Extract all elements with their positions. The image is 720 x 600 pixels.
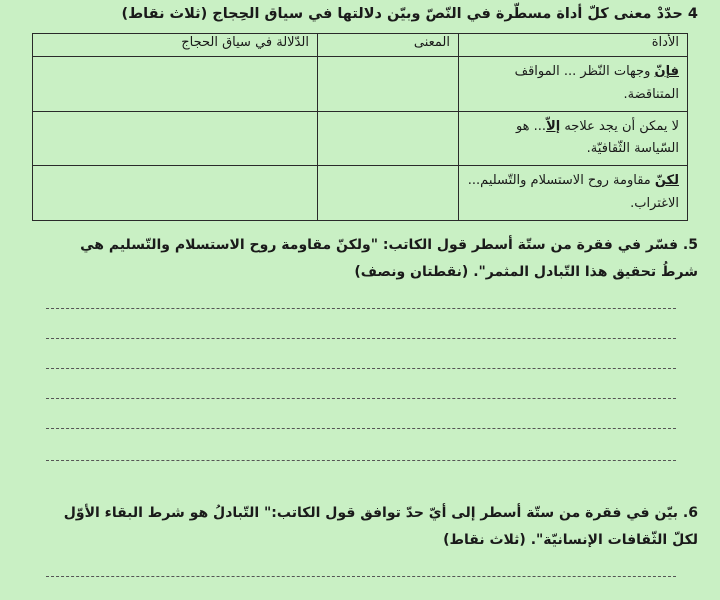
meaning-answer-cell[interactable] <box>318 166 459 221</box>
significance-answer-cell[interactable] <box>33 57 318 112</box>
table-row <box>33 166 688 221</box>
question-6: 6. بيّن في فقرة من ستّة أسطر إلى أيّ حدّ توافق قول الكاتب:" التّبادلُ هو شرط البقاء الأوّل لكلّ الثّقافات الإنسانيّة". (ثلاث نقاط) <box>63 505 698 549</box>
header-meaning: المعنى <box>318 34 459 57</box>
answer-line[interactable] <box>46 368 676 369</box>
underlined-tool: إلاّ <box>546 118 561 134</box>
answer-line[interactable] <box>46 398 676 399</box>
answer-line[interactable] <box>46 338 676 339</box>
question-5: 5. فسّر في فقرة من ستّة أسطر قول الكاتب: "ولكنّ مقاومة روح الاستسلام والتّسليم هي شرطُ تحقيق هذا التّبادل المثمر". (نقطتان ونصف) <box>80 237 698 281</box>
answer-line[interactable] <box>46 460 676 461</box>
underlined-tool: لكنّ <box>654 173 679 188</box>
tool-cell <box>459 166 688 221</box>
tool-context: مقاومة روح الاستسلام والتّسليم... الاغتراب. <box>467 173 679 211</box>
tool-context-prefix: لا يمكن أن يجد علاجه <box>560 118 679 134</box>
table-row <box>33 57 688 112</box>
question-4-table <box>32 33 688 221</box>
header-significance: الدّلالة في سياق الحجاج <box>33 34 318 57</box>
answer-line[interactable] <box>46 576 676 577</box>
tool-cell <box>459 57 688 112</box>
significance-answer-cell[interactable] <box>33 111 318 166</box>
tool-context: ... هو السّياسة الثّقافيّة. <box>515 118 679 157</box>
meaning-answer-cell[interactable] <box>318 111 459 166</box>
significance-answer-cell[interactable] <box>33 166 318 221</box>
underlined-tool: فإنّ <box>654 64 679 79</box>
answer-line[interactable] <box>46 308 676 309</box>
table-row <box>33 111 688 166</box>
tool-cell <box>459 111 688 166</box>
header-tool: الأداة <box>459 34 688 57</box>
answer-line[interactable] <box>46 428 676 429</box>
tool-context: وجهات النّظر ... المواقف المتناقضة. <box>514 64 679 102</box>
table-header-row <box>33 34 688 57</box>
meaning-answer-cell[interactable] <box>318 57 459 112</box>
question-4-title: 4 حدّدْ معنى كلّ أداة مسطّرة في النّصّ وبيّن دلالتها في سياق الحِجاج (ثلاث نقاط) <box>121 6 698 22</box>
